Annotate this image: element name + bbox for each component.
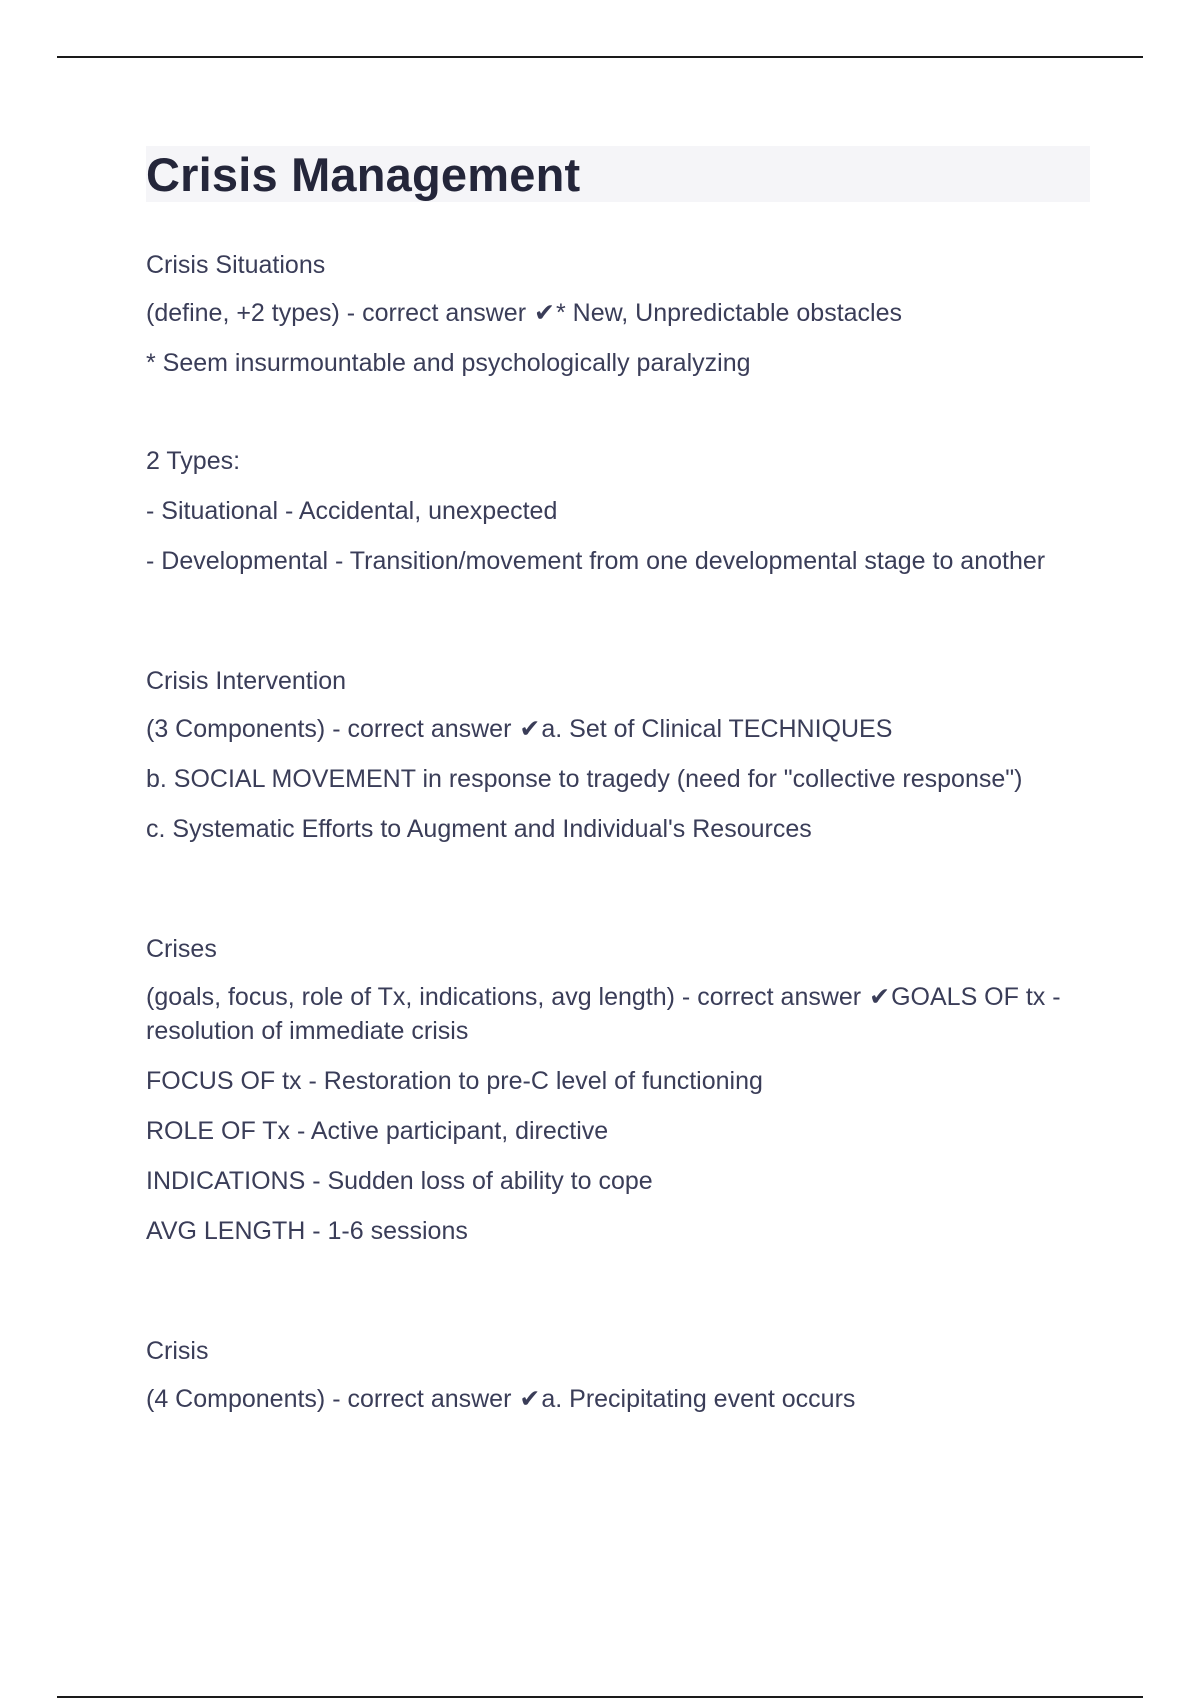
footer-rule <box>57 1696 1143 1698</box>
checkmark-icon: ✔ <box>519 715 541 743</box>
checkmark-icon: ✔ <box>869 983 891 1011</box>
card-answer-first: GOALS OF tx - resolution of immediate crisis <box>146 983 1061 1045</box>
card-answer-line: AVG LENGTH - 1-6 sessions <box>146 1217 468 1245</box>
card-answer-line: INDICATIONS - Sudden loss of ability to cope <box>146 1167 653 1195</box>
card-answer-line: b. SOCIAL MOVEMENT in response to tragedy (need for "collective response") <box>146 765 1023 793</box>
header-rule <box>57 56 1143 58</box>
spacer <box>146 884 1090 932</box>
card-prompt-line <box>146 980 1090 1048</box>
card-extra-heading: 2 Types: <box>146 447 241 475</box>
title-bar <box>146 146 1090 202</box>
card-answer-first: * New, Unpredictable obstacles <box>555 299 903 327</box>
spacer <box>146 396 1090 444</box>
flashcard <box>146 248 1090 578</box>
card-prompt: (4 Components) - correct answer <box>146 1385 512 1413</box>
card-term: Crisis Intervention <box>146 667 347 695</box>
checkmark-icon: ✔ <box>519 1385 541 1413</box>
card-term: Crisis <box>146 1337 209 1365</box>
flashcard <box>146 1334 1090 1416</box>
document-body <box>146 146 1090 1454</box>
card-prompt-line <box>146 712 1090 746</box>
card-answer-first: a. Set of Clinical TECHNIQUES <box>541 715 893 743</box>
card-answer-line: c. Systematic Efforts to Augment and Individual's Resources <box>146 815 812 843</box>
flashcard <box>146 664 1090 846</box>
card-prompt-line <box>146 296 1090 330</box>
spacer <box>146 1286 1090 1334</box>
card-prompt: (goals, focus, role of Tx, indications, avg length) - correct answer <box>146 983 862 1011</box>
checkmark-icon: ✔ <box>534 299 555 327</box>
card-extra-line: - Situational - Accidental, unexpected <box>146 497 558 525</box>
card-prompt: (define, +2 types) - correct answer <box>146 299 527 327</box>
spacer <box>146 616 1090 664</box>
card-answer-line: * Seem insurmountable and psychologically paralyzing <box>146 349 751 377</box>
card-answer-line: FOCUS OF tx - Restoration to pre-C level of functioning <box>146 1067 763 1095</box>
page-title: Crisis Management <box>146 147 581 201</box>
card-prompt: (3 Components) - correct answer <box>146 715 512 743</box>
card-answer-line: ROLE OF Tx - Active participant, directive <box>146 1117 609 1145</box>
card-term: Crisis Situations <box>146 251 326 279</box>
card-term: Crises <box>146 935 217 963</box>
flashcard <box>146 932 1090 1248</box>
card-answer-first: a. Precipitating event occurs <box>541 1385 856 1413</box>
card-prompt-line <box>146 1382 1090 1416</box>
card-extra-line: - Developmental - Transition/movement from one developmental stage to another <box>146 547 1046 575</box>
